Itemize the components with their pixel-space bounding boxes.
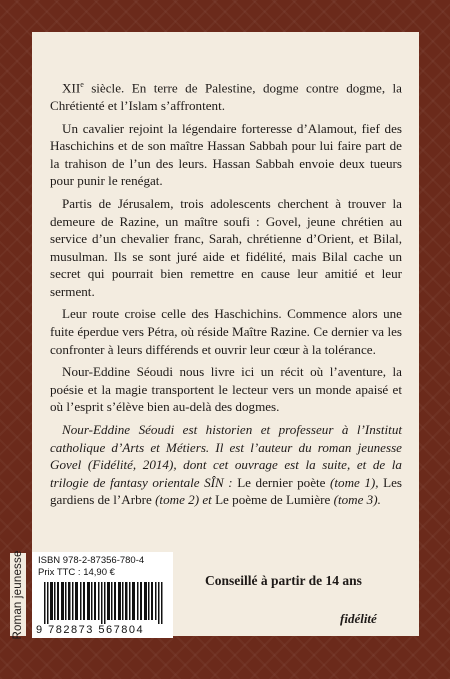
price: Prix TTC : 14,90 € [38, 567, 115, 578]
publisher-logo: fidélité [340, 611, 377, 626]
blurb-paragraph-1: XIIe siècle. En terre de Palestine, dogme contre dogme, la Chrétienté et l’Islam s’affrontent. [50, 80, 402, 113]
age-notice: Conseillé à partir de 14 ans [205, 573, 362, 588]
ean-digits: 9 782873 567804 [36, 624, 145, 636]
isbn: ISBN 978-2-87356-780-4 [38, 555, 145, 566]
barcode-icon [44, 582, 164, 624]
collection-tag [10, 549, 26, 640]
blurb-paragraph-3: Partis de Jérusalem, trois adolescents cherchent à trouver la demeure de Razine, un maître soufi : Govel, jeune chrétien au service d’un chevalier franc, Sarah, chrétienne d’Orient, et Bilal, musulman. Ils se sont juré aide et fidélité, mais Bilal cache un secret qui pourrait bien remettre en cause leur amitié et leur serment. [50, 195, 402, 299]
blurb-text [50, 76, 402, 514]
collection-label: Roman jeunesse [12, 549, 24, 640]
author-note: Nour-Eddine Séoudi est historien et professeur à l’Institut catholique d’Arts et Métiers. Il est l’auteur du roman jeunesse Govel (Fidélité, 2014), dont cet ouvrage est la suite, et de la trilogie de fantasy orientale SÎN : Le dernier poète (tome 1), Les gardiens de l’Arbre (tome 2) et Le poème de Lumière (tome 3). [50, 422, 402, 508]
blurb-paragraph-4: Leur route croise celle des Haschichins. Commence alors une fuite éperdue vers Pétra, où réside Maître Razine. Ce dernier va les confronter à leurs différends et ouvrir leur cœur à la tolérance. [50, 306, 402, 357]
barcode-area [32, 552, 173, 638]
blurb-paragraph-2: Un cavalier rejoint la légendaire forteresse d’Alamout, fief des Haschichins et de son maître Hassan Sabbah pour lui faire part de la trahison de l’un des leurs. Hassan Sabbah envoie deux tueurs pour punir le renégat. [50, 120, 402, 189]
blurb-paragraph-5: Nour-Eddine Séoudi nous livre ici un récit où l’aventure, la poésie et la magie transportent le lecteur vers un monde apaisé et où l’esprit s’élève bien au-delà des dogmes. [50, 364, 402, 415]
